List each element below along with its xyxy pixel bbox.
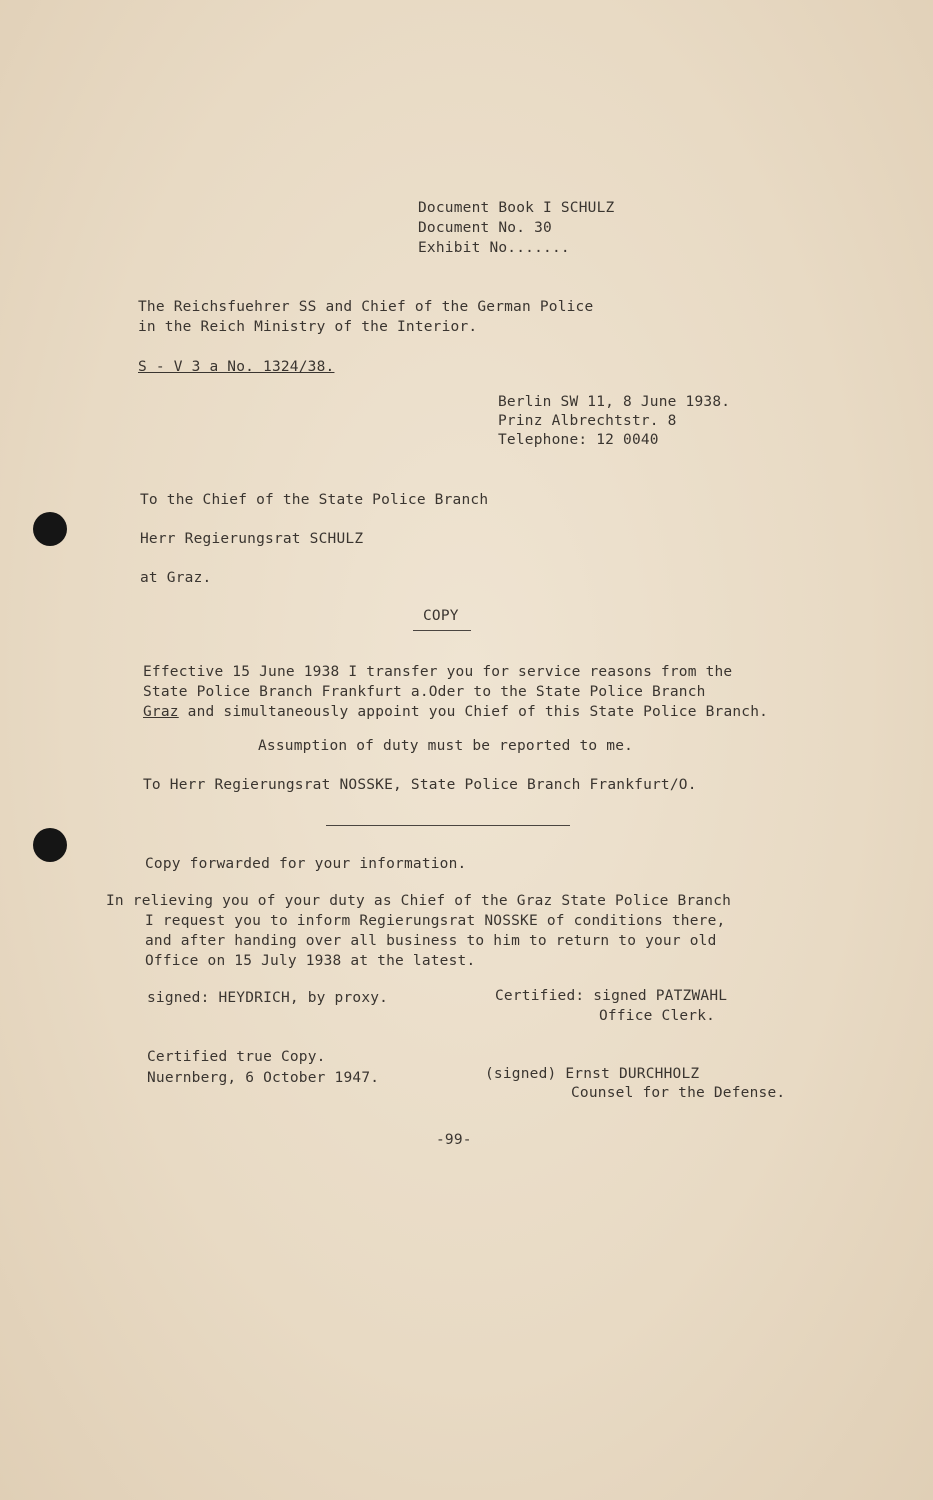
recipient-line-2: Herr Regierungsrat SCHULZ: [140, 531, 364, 547]
recipient-line-3: at Graz.: [140, 570, 212, 586]
counsel-line-1: (signed) Ernst DURCHHOLZ: [485, 1066, 700, 1082]
document-book-line: Document Book I SCHULZ: [418, 200, 615, 216]
document-number-line: Document No. 30: [418, 220, 552, 236]
section-divider: [326, 825, 570, 826]
relieving-line-4: Office on 15 July 1938 at the latest.: [145, 953, 476, 969]
certified-line-1: Certified: signed PATZWAHL: [495, 988, 728, 1004]
relieving-line-2: I request you to inform Regierungsrat NOSSKE of conditions there,: [145, 913, 726, 929]
to-nosske-line: To Herr Regierungsrat NOSSKE, State Police Branch Frankfurt/O.: [143, 777, 697, 793]
exhibit-number-line: Exhibit No.......: [418, 240, 570, 256]
recipient-line-1: To the Chief of the State Police Branch: [140, 492, 489, 508]
graz-underlined: Graz: [143, 704, 179, 720]
punch-hole-top: [33, 512, 67, 546]
body-line-2: State Police Branch Frankfurt a.Oder to the State Police Branch: [143, 684, 706, 700]
address-line-3: Telephone: 12 0040: [498, 432, 659, 448]
address-line-1: Berlin SW 11, 8 June 1938.: [498, 394, 731, 410]
certified-line-2: Office Clerk.: [599, 1008, 716, 1024]
reference-number: S - V 3 a No. 1324/38.: [138, 359, 335, 375]
counsel-line-2: Counsel for the Defense.: [571, 1085, 786, 1101]
relieving-line-1: In relieving you of your duty as Chief of the Graz State Police Branch: [106, 893, 732, 909]
copy-label: COPY: [423, 608, 459, 624]
signed-heydrich: signed: HEYDRICH, by proxy.: [147, 990, 389, 1006]
assumption-line: Assumption of duty must be reported to me.: [258, 738, 634, 754]
body-line-3: [143, 702, 768, 722]
address-line-2: Prinz Albrechtstr. 8: [498, 413, 677, 429]
forward-line: Copy forwarded for your information.: [145, 856, 467, 872]
true-copy-line-1: Certified true Copy.: [147, 1049, 326, 1065]
copy-rule: [413, 630, 471, 631]
relieving-line-3: and after handing over all business to him to return to your old: [145, 933, 717, 949]
sender-line-1: The Reichsfuehrer SS and Chief of the German Police: [138, 299, 594, 315]
body-line-3-rest: and simultaneously appoint you Chief of this State Police Branch.: [178, 704, 769, 720]
true-copy-line-2: Nuernberg, 6 October 1947.: [147, 1070, 380, 1086]
page-number: -99-: [436, 1132, 472, 1148]
sender-line-2: in the Reich Ministry of the Interior.: [138, 319, 478, 335]
body-line-1: Effective 15 June 1938 I transfer you for service reasons from the: [143, 664, 733, 680]
punch-hole-bottom: [33, 828, 67, 862]
